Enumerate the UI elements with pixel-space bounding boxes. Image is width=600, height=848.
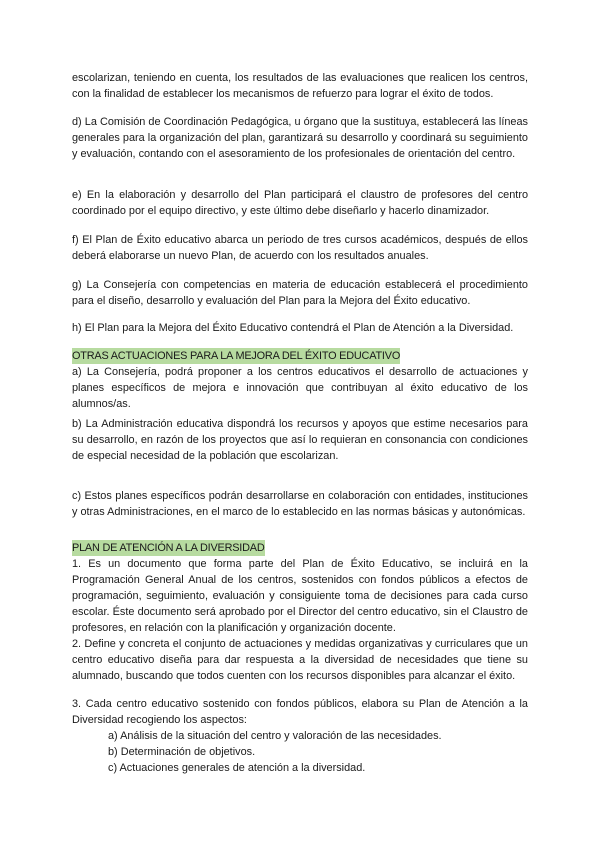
paragraph-b: b) La Administración educativa dispondrá los recursos y apoyos que estime necesarios para su desarrollo, en razón de los proyectos que así lo requieran en consonancia con condiciones de especial necesidad de la población que escolarizan. — [72, 418, 528, 462]
paragraph-e: e) En la elaboración y desarrollo del Plan participará el claustro de profesores del centro coordinado por el equipo directivo, y este último debe diseñarlo y hacerlo dinamizador. — [72, 189, 528, 217]
paragraph-1: 1. Es un documento que forma parte del Plan de Éxito Educativo, se incluirá en la Programación General Anual de los centros, sostenidos con fondos públicos a efectos de programación, seguimiento, evaluación y consiguiente toma de decisiones para cada curso escolar. Éste documento será aprobado por el Director del centro educativo, sin el Claustro de profesores, en relación con la planificación y organización docente. — [72, 558, 528, 634]
highlighted-heading: PLAN DE ATENCIÓN A LA DIVERSIDAD — [72, 542, 265, 554]
paragraph-c: c) Estos planes específicos podrán desarrollarse en colaboración con entidades, instituciones y otras Administraciones, en el marco de lo establecido en las normas básicas y autonómicas. — [72, 490, 528, 518]
highlighted-heading: OTRAS ACTUACIONES PARA LA MEJORA DEL ÉXITO EDUCATIVO — [72, 350, 401, 362]
list-item: c) Actuaciones generales de atención a la diversidad. — [108, 762, 366, 774]
paragraph-3: 3. Cada centro educativo sostenido con fondos públicos, elabora su Plan de Atención a la Diversidad recogiendo los aspectos: — [72, 698, 528, 726]
list-item: a) Análisis de la situación del centro y valoración de las necesidades. — [108, 730, 442, 742]
paragraph-a: a) La Consejería, podrá proponer a los centros educativos el desarrollo de actuaciones y planes específicos de mejora e innovación que contribuyan al éxito educativo de los alumnos/as. — [72, 366, 528, 410]
section-heading-plan-atencion — [72, 540, 528, 556]
paragraph-g: g) La Consejería con competencias en materia de educación establecerá el procedimiento para el diseño, desarrollo y evaluación del Plan para la Mejora del Éxito educativo. — [72, 279, 528, 307]
list-item: b) Determinación de objetivos. — [108, 746, 256, 758]
paragraph-d: d) La Comisión de Coordinación Pedagógica, u órgano que la sustituya, establecerá las líneas generales para la organización del plan, garantizará su desarrollo y coordinará su seguimiento y evaluación, contando con el asesoramiento de los profesionales de orientación del centro. — [72, 116, 528, 160]
section-heading-otras-actuaciones — [72, 348, 528, 364]
paragraph-intro: escolarizan, teniendo en cuenta, los resultados de las evaluaciones que realicen los centros, con la finalidad de establecer los mecanismos de refuerzo para lograr el éxito de todos. — [72, 72, 528, 100]
paragraph-2: 2. Define y concreta el conjunto de actuaciones y medidas organizativas y curriculares que un centro educativo diseña para dar respuesta a la diversidad de necesidades que tiene su alumnado, buscando que todos cuenten con los recursos disponibles para alcanzar el éxito. — [72, 638, 528, 682]
paragraph-f: f) El Plan de Éxito educativo abarca un periodo de tres cursos académicos, después de ellos deberá elaborarse un nuevo Plan, de acuerdo con los resultados anuales. — [72, 234, 528, 262]
paragraph-h: h) El Plan para la Mejora del Éxito Educativo contendrá el Plan de Atención a la Diversidad. — [72, 322, 514, 334]
